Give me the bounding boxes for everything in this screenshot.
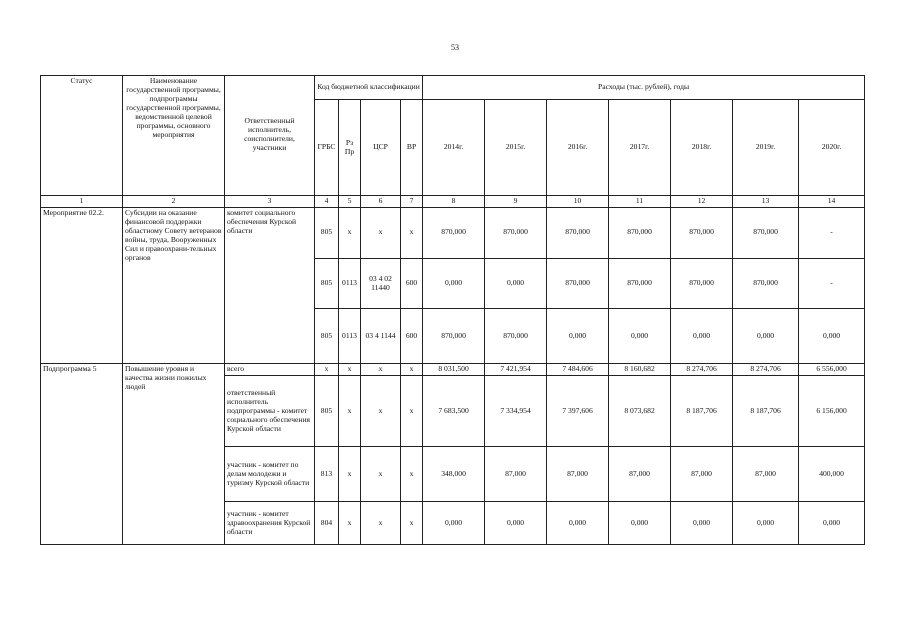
cell-vr: х <box>401 207 423 258</box>
cell-value: 0,000 <box>423 258 485 309</box>
cell-value: 0,000 <box>671 309 733 364</box>
cell-rzpr: х <box>339 364 361 376</box>
header-rzpr: Рз Пр <box>339 100 361 195</box>
cell-value: 0,000 <box>671 502 733 545</box>
cell-value: 348,000 <box>423 447 485 502</box>
cell-grbs: х <box>315 364 339 376</box>
cell-vr: 600 <box>401 258 423 309</box>
cell-grbs: 804 <box>315 502 339 545</box>
cell-value: 870,000 <box>423 207 485 258</box>
cell-value: 870,000 <box>485 309 547 364</box>
cell-csr: х <box>361 207 401 258</box>
cell-grbs: 805 <box>315 309 339 364</box>
header-name: Наименование государственной программы, подпрограммы государственной программы, ведомственной целевой программы, основного мероприятия <box>123 76 225 196</box>
column-number: 6 <box>361 195 401 207</box>
cell-vr: х <box>401 376 423 447</box>
cell-value: 7 484,606 <box>547 364 609 376</box>
cell-value: 7 334,954 <box>485 376 547 447</box>
column-number: 11 <box>609 195 671 207</box>
page-number: 53 <box>451 43 459 52</box>
row-responsible: участник - комитет здравоохранения Курской области <box>225 502 315 545</box>
cell-value: 0,000 <box>485 258 547 309</box>
cell-value: 8 160,682 <box>609 364 671 376</box>
column-number: 2 <box>123 195 225 207</box>
budget-table <box>40 75 865 545</box>
cell-vr: х <box>401 502 423 545</box>
header-expenses: Расходы (тыс. рублей), годы <box>423 76 865 100</box>
header-year: 2020г. <box>799 100 865 195</box>
cell-grbs: 813 <box>315 447 339 502</box>
cell-value: 870,000 <box>547 258 609 309</box>
column-number: 12 <box>671 195 733 207</box>
cell-csr: 03 4 1144 <box>361 309 401 364</box>
cell-value: 0,000 <box>547 502 609 545</box>
cell-value: 870,000 <box>485 207 547 258</box>
cell-value: 870,000 <box>671 207 733 258</box>
cell-value: 0,000 <box>733 309 799 364</box>
cell-value: 8 274,706 <box>671 364 733 376</box>
table-row <box>41 364 865 376</box>
cell-rzpr: х <box>339 376 361 447</box>
column-number: 5 <box>339 195 361 207</box>
cell-rzpr: х <box>339 502 361 545</box>
cell-csr: х <box>361 502 401 545</box>
cell-value: 6 156,000 <box>799 376 865 447</box>
column-number: 9 <box>485 195 547 207</box>
cell-value: 87,000 <box>733 447 799 502</box>
cell-rzpr: 0113 <box>339 258 361 309</box>
cell-value: 870,000 <box>733 207 799 258</box>
row-status: Мероприятие 02.2. <box>41 207 123 363</box>
cell-value: 870,000 <box>609 258 671 309</box>
cell-value: 870,000 <box>733 258 799 309</box>
cell-value: 0,000 <box>733 502 799 545</box>
cell-value: 87,000 <box>547 447 609 502</box>
cell-value: 87,000 <box>485 447 547 502</box>
cell-value: 7 397,606 <box>547 376 609 447</box>
cell-value: 6 556,000 <box>799 364 865 376</box>
cell-vr: 600 <box>401 309 423 364</box>
cell-value: 8 031,500 <box>423 364 485 376</box>
cell-csr: х <box>361 447 401 502</box>
header-year: 2017г. <box>609 100 671 195</box>
cell-value: 870,000 <box>547 207 609 258</box>
header-budget-code: Код бюджетной классификации <box>315 76 423 100</box>
cell-value: 8 274,706 <box>733 364 799 376</box>
row-status: Подпрограмма 5 <box>41 364 123 545</box>
table-row <box>41 207 865 258</box>
row-name: Субсидии на оказание финансовой поддержки областному Совету ветеранов войны, труда, Вооруженных Сил и правоохрани-тельных органов <box>123 207 225 363</box>
column-number: 1 <box>41 195 123 207</box>
column-number: 14 <box>799 195 865 207</box>
header-vr: ВР <box>401 100 423 195</box>
column-number-row <box>41 195 865 207</box>
cell-value: 400,000 <box>799 447 865 502</box>
cell-value: 0,000 <box>485 502 547 545</box>
header-year: 2019г. <box>733 100 799 195</box>
header-csr: ЦСР <box>361 100 401 195</box>
cell-csr: х <box>361 376 401 447</box>
row-responsible: всего <box>225 364 315 376</box>
cell-rzpr: 0113 <box>339 309 361 364</box>
cell-value: 870,000 <box>609 207 671 258</box>
cell-value: 0,000 <box>799 309 865 364</box>
cell-value: 8 187,706 <box>733 376 799 447</box>
cell-rzpr: х <box>339 207 361 258</box>
row-responsible: участник - комитет по делам молодежи и туризму Курской области <box>225 447 315 502</box>
header-year: 2015г. <box>485 100 547 195</box>
cell-value: 8 187,706 <box>671 376 733 447</box>
cell-grbs: 805 <box>315 207 339 258</box>
column-number: 7 <box>401 195 423 207</box>
cell-csr: 03 4 02 11440 <box>361 258 401 309</box>
cell-value: 0,000 <box>547 309 609 364</box>
cell-value: 870,000 <box>671 258 733 309</box>
header-year: 2014г. <box>423 100 485 195</box>
column-number: 10 <box>547 195 609 207</box>
cell-value: 87,000 <box>671 447 733 502</box>
cell-vr: х <box>401 364 423 376</box>
cell-grbs: 805 <box>315 258 339 309</box>
cell-value: 87,000 <box>609 447 671 502</box>
column-number: 4 <box>315 195 339 207</box>
cell-rzpr: х <box>339 447 361 502</box>
cell-value: - <box>799 258 865 309</box>
header-grbs: ГРБС <box>315 100 339 195</box>
cell-value: 870,000 <box>423 309 485 364</box>
cell-vr: х <box>401 447 423 502</box>
cell-value: 0,000 <box>609 309 671 364</box>
cell-value: 0,000 <box>609 502 671 545</box>
column-number: 8 <box>423 195 485 207</box>
header-row-1 <box>41 76 865 100</box>
cell-grbs: 805 <box>315 376 339 447</box>
cell-value: 7 683,500 <box>423 376 485 447</box>
cell-value: 0,000 <box>423 502 485 545</box>
cell-value: - <box>799 207 865 258</box>
column-number: 3 <box>225 195 315 207</box>
row-name: Повышение уровня и качества жизни пожилых людей <box>123 364 225 545</box>
cell-csr: х <box>361 364 401 376</box>
cell-value: 7 421,954 <box>485 364 547 376</box>
cell-value: 0,000 <box>799 502 865 545</box>
row-responsible: комитет социального обеспечения Курской области <box>225 207 315 363</box>
header-status: Статус <box>41 76 123 196</box>
header-year: 2016г. <box>547 100 609 195</box>
header-year: 2018г. <box>671 100 733 195</box>
row-responsible: ответственный исполнитель подпрограммы - комитет социального обеспечения Курской области <box>225 376 315 447</box>
column-number: 13 <box>733 195 799 207</box>
header-responsible: Ответственный исполнитель, соисполнители, участники <box>225 76 315 196</box>
cell-value: 8 073,682 <box>609 376 671 447</box>
